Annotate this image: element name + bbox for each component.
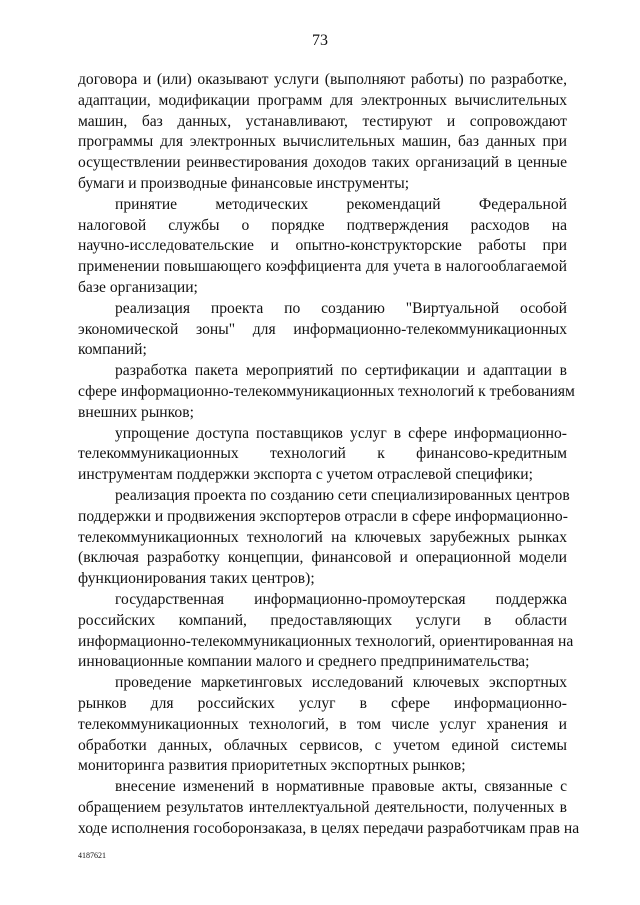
paragraph bbox=[78, 673, 567, 777]
text-line: инструментам поддержки экспорта с учетом отраслевой специфики; bbox=[78, 466, 533, 484]
text-line: экономической зоны" для информационно-телекоммуникационных bbox=[78, 320, 567, 338]
text-line: компаний; bbox=[78, 341, 147, 359]
text-line: внешних рынков; bbox=[78, 403, 194, 421]
text-line: научно-исследовательские и опытно-конструкторские работы при bbox=[78, 237, 567, 255]
page-number: 73 bbox=[312, 32, 328, 49]
text-line: телекоммуникационных технологий на ключевых зарубежных рынках bbox=[78, 528, 567, 546]
text-line: обращением результатов интеллектуальной деятельности, полученных в bbox=[78, 798, 567, 816]
paragraph bbox=[78, 70, 567, 195]
text-line: ходе исполнения гособоронзаказа, в целях передачи разработчикам прав на bbox=[78, 819, 580, 837]
text-line: базе организации; bbox=[78, 278, 198, 296]
paragraph bbox=[78, 299, 567, 361]
text-line: инновационные компании малого и среднего предпринимательства; bbox=[78, 653, 530, 671]
paragraph bbox=[78, 424, 567, 486]
paragraph bbox=[78, 195, 567, 299]
text-line: налоговой службы о порядке подтверждения расходов на bbox=[78, 216, 567, 234]
text-line: государственная информационно-промоутерская поддержка bbox=[115, 590, 567, 608]
text-line: телекоммуникационных технологий, в том числе услуг хранения и bbox=[78, 715, 567, 733]
text-line: внесение изменений в нормативные правовые акты, связанные с bbox=[115, 778, 567, 796]
document-body bbox=[78, 70, 580, 839]
text-line: договора и (или) оказывают услуги (выполняют работы) по разработке, bbox=[78, 71, 567, 88]
text-line: принятие методических рекомендаций Федеральной bbox=[115, 195, 567, 213]
text-line: реализация проекта по созданию "Виртуальной особой bbox=[115, 299, 567, 317]
text-line: применении повышающего коэффициента для учета в налогооблагаемой bbox=[78, 258, 567, 276]
paragraph bbox=[78, 777, 580, 839]
text-line: программы для электронных вычислительных машин, баз данных при bbox=[78, 133, 567, 151]
text-line: бумаги и производные финансовые инструменты; bbox=[78, 174, 410, 192]
text-line: информационно-телекоммуникационных технологий, ориентированная на bbox=[78, 632, 574, 650]
text-line: реализация проекта по созданию сети специализированных центров bbox=[115, 486, 570, 504]
paragraph bbox=[78, 486, 570, 590]
text-line: функционирования таких центров); bbox=[78, 570, 315, 588]
text-line: российских компаний, предоставляющих услуги в области bbox=[78, 611, 567, 629]
text-line: разработка пакета мероприятий по сертификации и адаптации в bbox=[115, 362, 567, 380]
document-code: 4187621 bbox=[78, 851, 106, 860]
text-line: сфере информационно-телекоммуникационных технологий к требованиям bbox=[78, 382, 575, 400]
text-line: телекоммуникационных технологий к финансово-кредитным bbox=[78, 445, 567, 463]
paragraph bbox=[78, 590, 574, 673]
text-line: обработки данных, облачных сервисов, с учетом единой системы bbox=[78, 736, 567, 754]
text-line: поддержки и продвижения экспортеров отрасли в сфере информационно- bbox=[78, 507, 568, 525]
text-line: осуществлении реинвестирования доходов таких организаций в ценные bbox=[78, 154, 567, 172]
text-line: адаптации, модификации программ для электронных вычислительных bbox=[78, 91, 567, 109]
text-line: упрощение доступа поставщиков услуг в сфере информационно- bbox=[115, 424, 567, 442]
text-line: машин, баз данных, устанавливают, тестируют и сопровождают bbox=[78, 112, 567, 130]
text-line: рынков для российских услуг в сфере информационно- bbox=[78, 694, 567, 712]
text-line: проведение маркетинговых исследований ключевых экспортных bbox=[115, 674, 567, 692]
paragraph bbox=[78, 361, 575, 423]
text-line: (включая разработку концепции, финансовой и операционной модели bbox=[78, 549, 567, 567]
text-line: мониторинга развития приоритетных экспортных рынков; bbox=[78, 757, 466, 775]
